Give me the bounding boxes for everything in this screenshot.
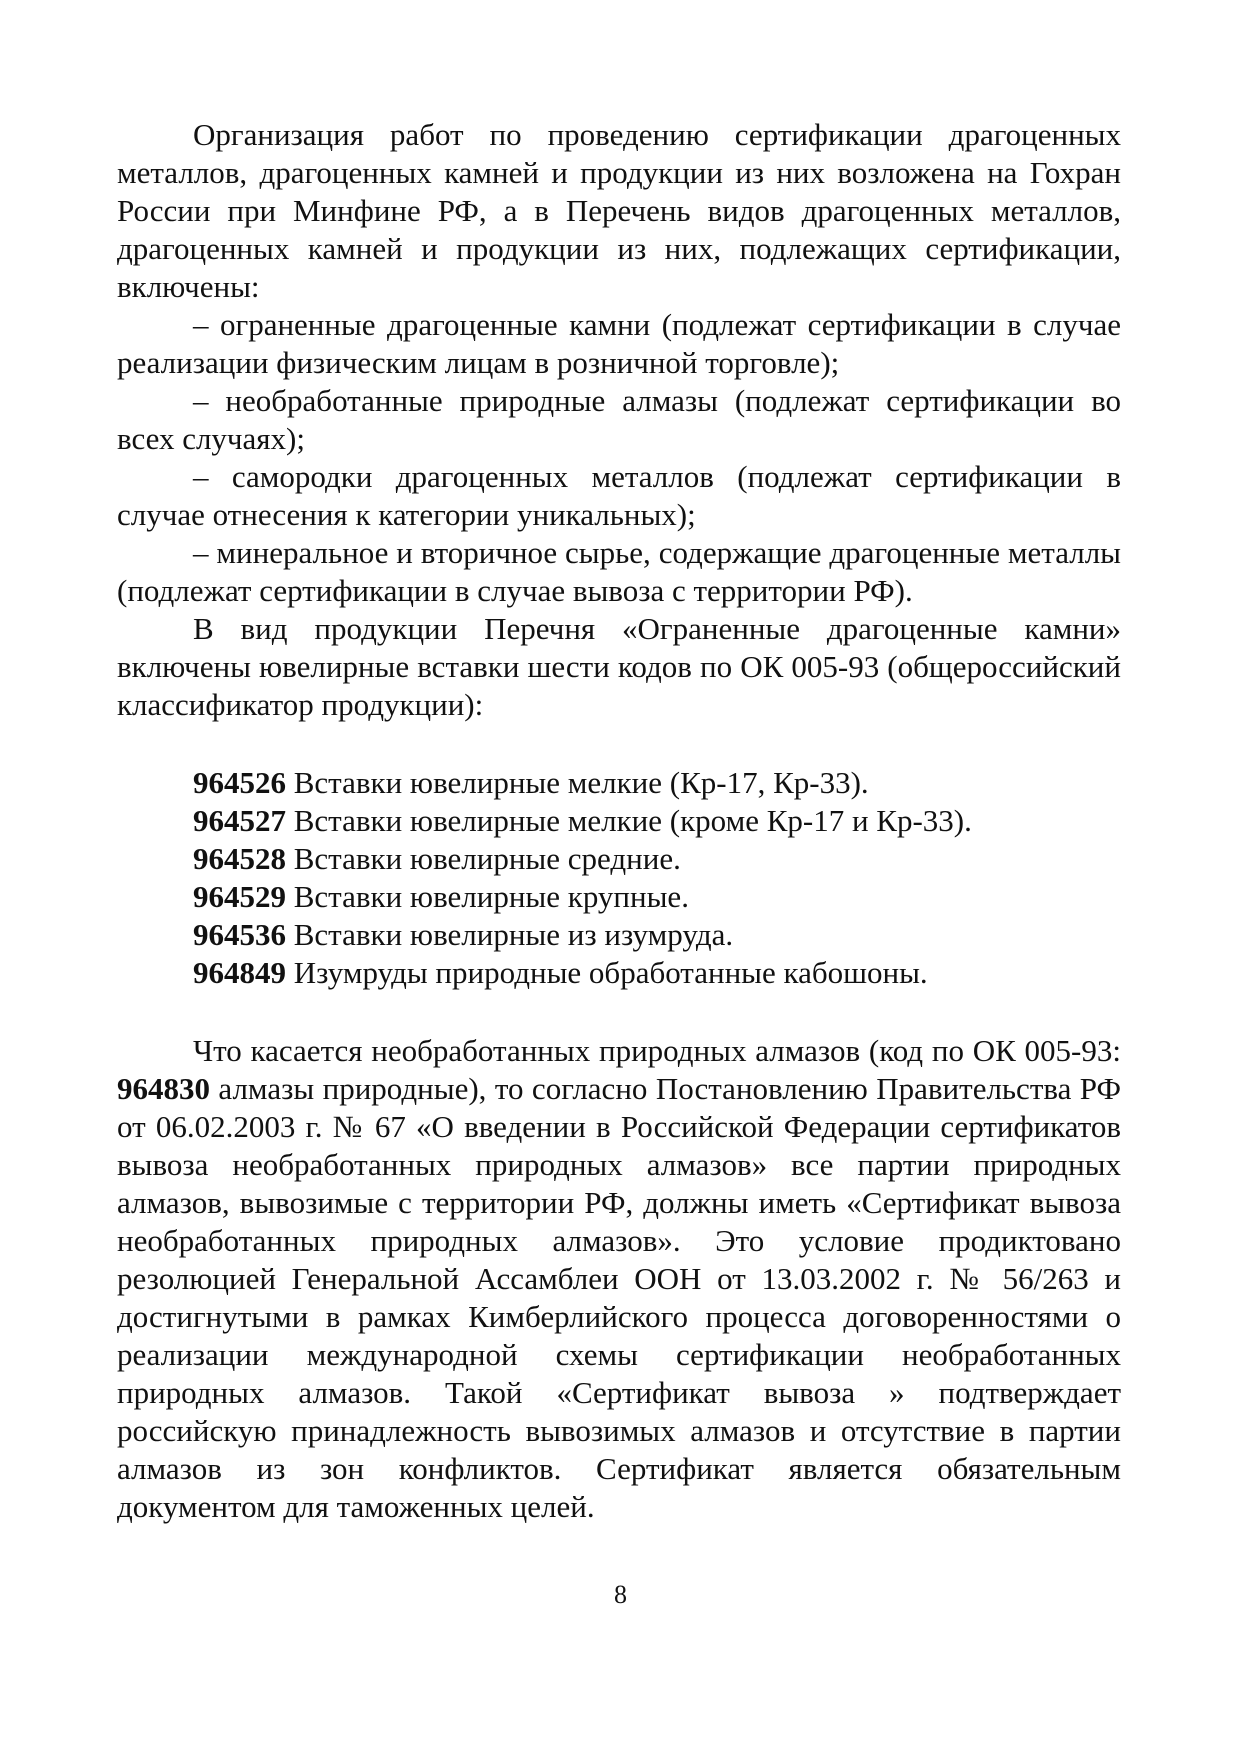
diamonds-code: 964830 [117, 1071, 210, 1106]
diamonds-text-rest: алмазы природные), то согласно Постановлению Правительства РФ от 06.02.2003 г. № 67 «О введении в Российской Федерации сертификатов вывоза необработанных природных алмазов» все партии природных алмазов, вывозимые с территории РФ, должны иметь «Сертификат вывоза необработанных природных алмазов». Это условие продиктовано резолюцией Генеральной Ассамблеи ООН от 13.03.2002 г. № 56/263 и достигнутыми в рамках Кимберлийского процесса договоренностями о реализации международной схемы сертификации необработанных природных алмазов. Такой «Сертификат вывоза » подтверждает российскую принадлежность вывозимых алмазов и отсутствие в партии алмазов из зон конфликтов. Сертификат является обязательным документом для таможенных целей. [117, 1071, 1121, 1524]
product-description: Изумруды природные обработанные кабошоны. [293, 955, 928, 990]
product-code: 964536 [193, 917, 286, 952]
bullet-item: – необработанные природные алмазы (подлежат сертификации во всех случаях); [117, 383, 1121, 456]
product-description: Вставки ювелирные мелкие (Кр-17, Кр-33). [293, 765, 869, 800]
product-code: 964526 [193, 765, 286, 800]
product-code: 964527 [193, 803, 286, 838]
products-intro-paragraph: В вид продукции Перечня «Ограненные драгоценные камни» включены ювелирные вставки шести кодов по ОК 005-93 (общероссийский классификатор продукции): [117, 611, 1121, 722]
product-description: Вставки ювелирные мелкие (кроме Кр-17 и Кр-33). [293, 803, 972, 838]
intro-paragraph: Организация работ по проведению сертификации драгоценных металлов, драгоценных камней и продукции из них возложена на Гохран России при Минфине РФ, а в Перечень видов драгоценных металлов, драгоценных камней и продукции из них, подлежащих сертификации, включены: [117, 117, 1121, 304]
code-list-item [117, 916, 1121, 954]
diamonds-paragraph [117, 1032, 1121, 1526]
bullet-item: – ограненные драгоценные камни (подлежат сертификации в случае реализации физическим лицам в розничной торговле); [117, 307, 1121, 380]
code-list-item [117, 954, 1121, 992]
product-code: 964849 [193, 955, 286, 990]
code-list-item [117, 878, 1121, 916]
document-page [117, 116, 1121, 1526]
product-code: 964528 [193, 841, 286, 876]
product-description: Вставки ювелирные из изумруда. [293, 917, 734, 952]
code-list-item [117, 802, 1121, 840]
diamonds-text-start: Что касается необработанных природных алмазов (код по ОК 005-93: [193, 1033, 1121, 1068]
code-list-item [117, 764, 1121, 802]
code-list-item [117, 840, 1121, 878]
product-code: 964529 [193, 879, 286, 914]
bullet-item: – минеральное и вторичное сырье, содержащие драгоценные металлы (подлежат сертификации в случае вывоза с территории РФ). [117, 535, 1121, 608]
product-description: Вставки ювелирные средние. [293, 841, 681, 876]
product-code-list [117, 764, 1121, 992]
bullet-item: – самородки драгоценных металлов (подлежат сертификации в случае отнесения к категории уникальных); [117, 459, 1121, 532]
product-description: Вставки ювелирные крупные. [293, 879, 689, 914]
page-number: 8 [614, 1580, 627, 1609]
